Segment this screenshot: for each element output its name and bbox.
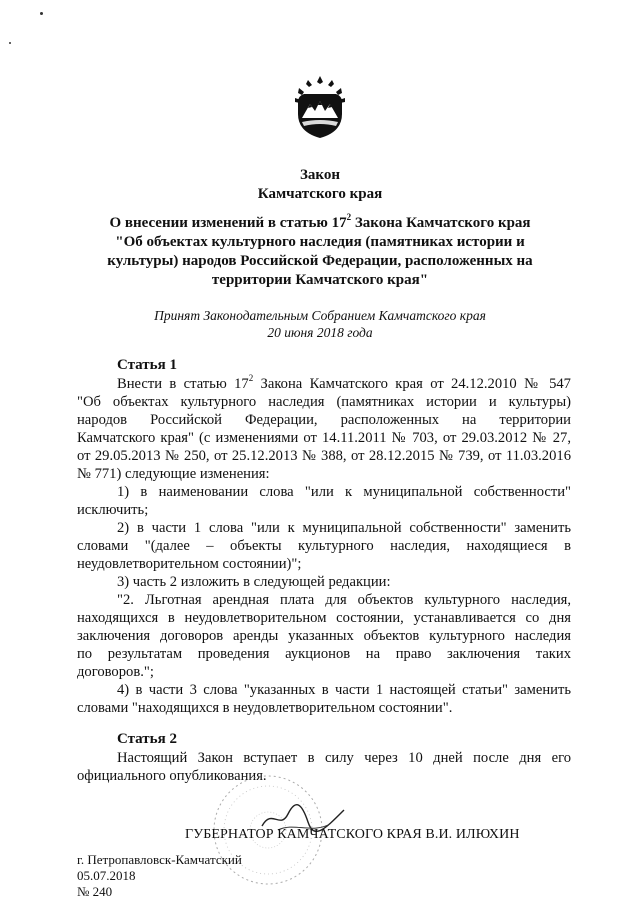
article-1-line: по результатам проведения аукционов на право заключения таких [77, 646, 571, 662]
article-1-line: "2. Льготная арендная плата для объектов культурного наследия, [117, 592, 571, 608]
article-1-item-3: 3) часть 2 изложить в следующей редакции: [117, 574, 391, 590]
title-line: культуры) народов Российской Федерации, расположенных на [107, 253, 533, 269]
scan-speck [40, 12, 43, 15]
article-1-line: словами "находящихся в неудовлетворительном состоянии". [77, 700, 453, 716]
article-1-line: Камчатского края" (с изменениями от 14.11.2011 № 703, от 29.03.2012 № 27, [77, 430, 571, 446]
article-1-item-4: 4) в части 3 слова "указанных в части 1 настоящей статьи" заменить [117, 682, 571, 698]
place-number: № 240 [77, 884, 113, 899]
article-1-line: договоров."; [77, 664, 154, 680]
article-1-line: неудовлетворительном состоянии)"; [77, 556, 302, 572]
governor-signature-line: ГУБЕРНАТОР КАМЧАТСКОГО КРАЯ В.И. ИЛЮХИН [185, 827, 520, 842]
article-1-heading: Статья 1 [117, 357, 177, 373]
place-city: г. Петропавловск-Камчатский [77, 852, 242, 867]
title-line: территории Камчатского края" [211, 272, 429, 288]
title-line: "Об объектах культурного наследия (памятниках истории и [115, 234, 525, 250]
article-1-line: № 771) следующие изменения: [77, 466, 270, 482]
title-line: О внесении изменений в статью $17^2$ Закона Камчатского края [109, 212, 531, 231]
article-1-line: "Об объектах культурного наследия (памятниках истории и культуры) [77, 394, 571, 410]
article-1-item-2: 2) в части 1 слова "или к муниципальной собственности" заменить [117, 520, 571, 536]
law-title [100, 214, 540, 290]
kamchatka-coat-of-arms-icon [290, 74, 350, 140]
article-1-line: от 29.05.2013 № 250, от 25.12.2013 № 388, от 28.12.2015 № 739, от 11.03.2016 [77, 448, 571, 464]
article-1-line: находящихся в неудовлетворительном состоянии, устанавливается со дня [77, 610, 571, 626]
article-1-line: исключить; [77, 502, 149, 518]
article-2-heading: Статья 2 [117, 731, 177, 747]
article-2-line: официального опубликования. [77, 768, 267, 784]
article-1-line: словами "(далее – объекты культурного наследия, находящиеся в [77, 538, 571, 554]
region-label: Камчатского края [257, 186, 383, 202]
adoption-note: Принят Законодательным Собранием Камчатского края 20 июня 2018 года [154, 308, 486, 340]
scan-speck [9, 42, 11, 44]
article-1-line: народов Российской Федерации, расположенных на территории [77, 412, 571, 428]
place-date: 05.07.2018 [77, 868, 136, 883]
article-1-line: заключения договоров аренды указанных объектов культурного наследия [77, 628, 571, 644]
article-1-line: Внести в статью $17^2$ Закона Камчатского края от 24.12.2010 № 547 [117, 373, 571, 392]
article-2-line: Настоящий Закон вступает в силу через 10 дней после дня его [117, 750, 571, 766]
law-label: Закон [299, 167, 340, 183]
article-1-item-1: 1) в наименовании слова "или к муниципальной собственности" [117, 484, 571, 500]
